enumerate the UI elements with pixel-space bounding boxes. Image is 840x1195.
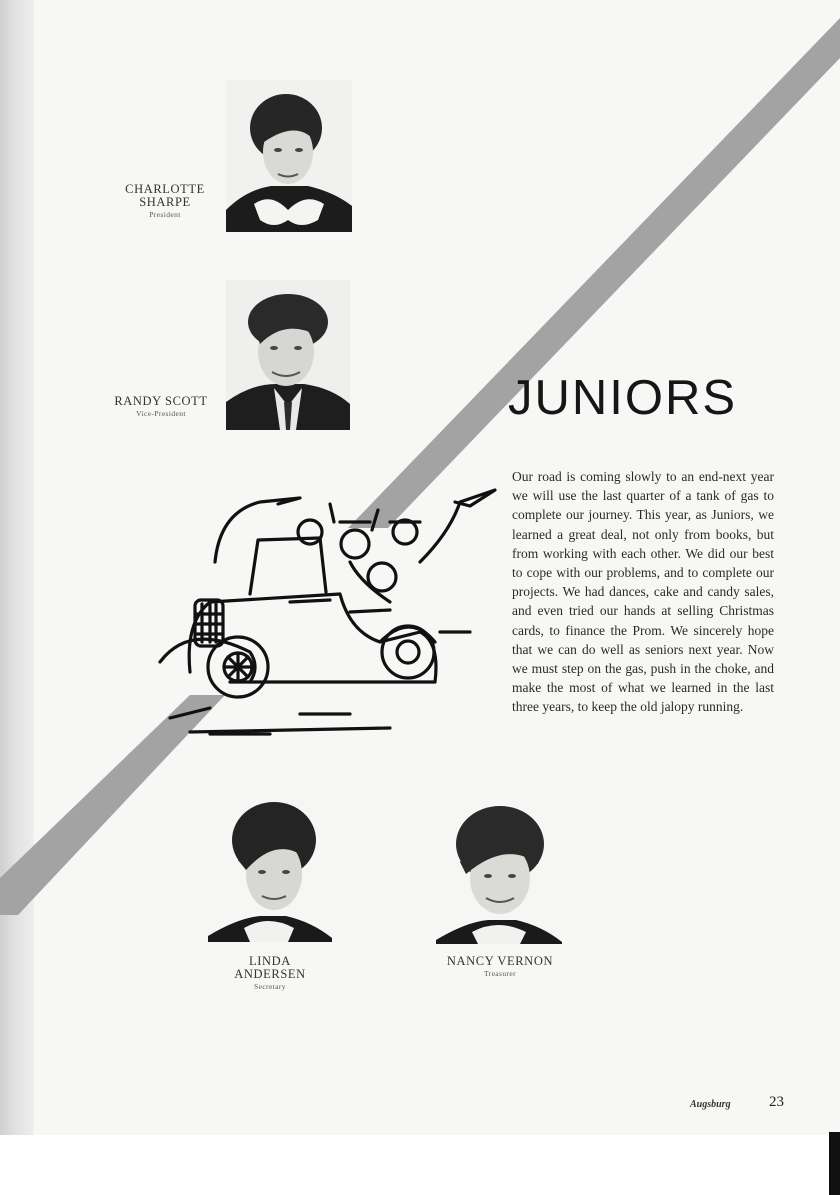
footer-yearbook-name: Augsburg bbox=[690, 1099, 731, 1110]
officer-office: Secretary bbox=[254, 982, 286, 992]
officer-caption-nancy bbox=[440, 955, 560, 978]
officer-photo-nancy bbox=[436, 792, 562, 944]
officer-name-line1: CHARLOTTE bbox=[125, 182, 205, 196]
officer-name-line1: LINDA bbox=[249, 954, 291, 968]
officer-photo-charlotte bbox=[226, 80, 352, 232]
officer-office: Treasurer bbox=[483, 969, 517, 979]
officer-photo-linda bbox=[208, 790, 332, 942]
officer-caption-charlotte bbox=[112, 183, 218, 219]
officer-name-line1: NANCY VERNON bbox=[446, 954, 554, 968]
officer-caption-linda bbox=[216, 955, 324, 991]
page-number: 23 bbox=[769, 1094, 784, 1110]
officer-photo-randy bbox=[226, 280, 350, 430]
officer-office: President bbox=[149, 210, 181, 220]
section-title: JUNIORS bbox=[508, 371, 738, 425]
officer-caption-randy bbox=[104, 395, 218, 418]
scan-edge-bar bbox=[829, 1132, 840, 1195]
officer-name-line2: SHARPE bbox=[139, 195, 191, 210]
officer-office: Vice-President bbox=[136, 409, 186, 419]
jalopy-cartoon-icon bbox=[150, 482, 500, 744]
officer-name-line2: ANDERSEN bbox=[234, 967, 306, 982]
scan-bottom-margin bbox=[0, 1135, 840, 1195]
officer-name-line1: RANDY SCOTT bbox=[114, 394, 208, 408]
section-body-text: Our road is coming slowly to an end-next year we will use the last quarter of a tank of gas to complete our journey. This year, as Juniors, we learned a great deal, not only from books, but from working with each other. We did our best to cope with our problems, and to complete our projects. We had dances, cake and candy sales, and even tried our hands at selling Christmas cards, to finance the Prom. We sincerely hope that we can do well as seniors next year. Now we must step on the gas, push in the choke, and make the most of what we learned in the last three years, to keep the old jalopy running. bbox=[512, 469, 774, 715]
